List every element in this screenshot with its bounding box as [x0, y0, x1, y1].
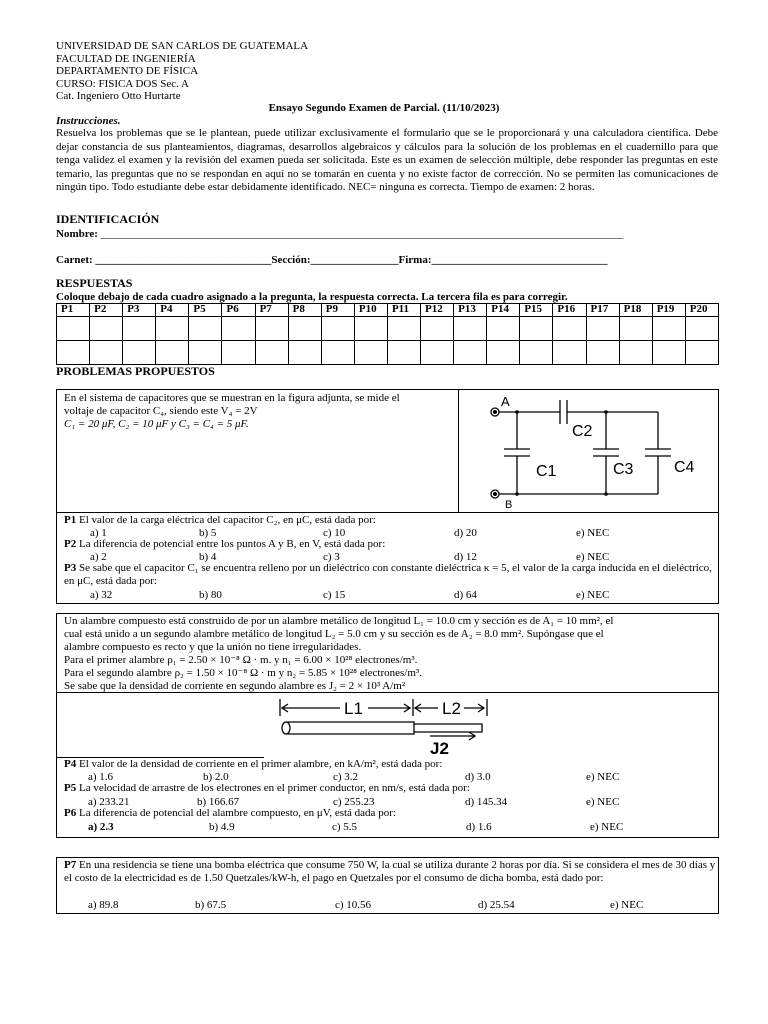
p6-options — [88, 821, 623, 834]
problem2-line4: Para el primer alambre ρ₁ = 2.50 × 10⁻⁸ Ω · m. y n₁ = 6.00 × 10²⁸ electrones/m³. — [64, 654, 418, 666]
correction-cell-p5[interactable] — [189, 340, 222, 364]
p7-option-c[interactable]: c) 10.56 — [335, 899, 372, 911]
signature-field[interactable]: ________________________________ — [431, 254, 608, 266]
problem2-line6: Se sabe que la densidad de corriente en segundo alambre es J₂ = 2 × 10³ A/m² — [64, 680, 406, 692]
p2-option-e[interactable]: e) NEC — [576, 551, 610, 563]
p7-option-a[interactable]: a) 89.8 — [88, 899, 119, 911]
p4-option-b[interactable]: b) 2.0 — [203, 771, 229, 783]
p3-options — [90, 589, 609, 602]
p7-option-e[interactable]: e) NEC — [610, 899, 644, 911]
problems-heading: PROBLEMAS PROPUESTOS — [56, 364, 215, 378]
p4-question — [64, 758, 714, 771]
answer-cell-p17[interactable] — [586, 316, 619, 340]
answer-cell-p5[interactable] — [189, 316, 222, 340]
p7-option-b[interactable]: b) 67.5 — [195, 899, 227, 911]
p7-options — [88, 899, 643, 912]
answer-header-p11: P11 — [387, 304, 420, 317]
identification-heading: IDENTIFICACIÓN — [56, 212, 160, 226]
p5-option-d[interactable]: d) 145.34 — [465, 796, 508, 808]
answer-header-p12: P12 — [421, 304, 454, 317]
answer-header-p18: P18 — [619, 304, 652, 317]
p1-option-a[interactable]: a) 1 — [90, 527, 107, 539]
correction-cell-p7[interactable] — [255, 340, 288, 364]
p1-question — [64, 514, 714, 527]
answer-header-p10: P10 — [354, 304, 387, 317]
p5-option-b[interactable]: b) 166.67 — [197, 796, 240, 808]
p4-text: El valor de la densidad de corriente en el primer alambre, en kA/m², está dada por: — [76, 758, 443, 770]
problem1-divider-v — [458, 389, 459, 513]
correction-cell-p2[interactable] — [90, 340, 123, 364]
problem1-statement — [64, 392, 454, 431]
exam-title: Ensayo Segundo Examen de Parcial. (11/10/2023) — [268, 102, 500, 114]
p4-option-d[interactable]: d) 3.0 — [465, 771, 491, 783]
answer-cell-p11[interactable] — [387, 316, 420, 340]
wire-2 — [414, 724, 482, 732]
answer-header-p16: P16 — [553, 304, 586, 317]
p3-option-c[interactable]: c) 15 — [323, 589, 346, 601]
answer-header-p6: P6 — [222, 304, 255, 317]
correction-cell-p1[interactable] — [57, 340, 90, 364]
correction-cell-p8[interactable] — [288, 340, 321, 364]
instructions-heading: Instrucciones. — [56, 115, 121, 127]
correction-cell-p4[interactable] — [156, 340, 189, 364]
p5-question — [64, 782, 714, 795]
answer-cell-p12[interactable] — [421, 316, 454, 340]
p2-text: La diferencia de potencial entre los puntos A y B, en V, está dada por: — [76, 538, 386, 550]
p2-option-a[interactable]: a) 2 — [90, 551, 107, 563]
correction-cell-p14[interactable] — [487, 340, 520, 364]
problem1-statement-line3: C₁ = 20 μF, C₂ = 10 μF y C₃ = C₄ = 5 μF. — [64, 418, 249, 430]
answer-header-p7: P7 — [255, 304, 288, 317]
p6-option-d[interactable]: d) 1.6 — [466, 821, 492, 833]
p6-option-c[interactable]: c) 5.5 — [332, 821, 358, 833]
p5-label: P5 — [64, 782, 77, 794]
answer-cell-p6[interactable] — [222, 316, 255, 340]
p3-option-d[interactable]: d) 64 — [454, 589, 477, 601]
problem2-statement — [64, 615, 716, 693]
name-row — [56, 228, 623, 241]
label-j2: J2 — [430, 739, 449, 756]
correction-cell-p20[interactable] — [685, 340, 718, 364]
p4-label: P4 — [64, 758, 77, 770]
p5-option-e[interactable]: e) NEC — [586, 796, 620, 808]
answer-header-p1: P1 — [57, 304, 90, 317]
answer-cell-p19[interactable] — [652, 316, 685, 340]
correction-cell-p12[interactable] — [421, 340, 454, 364]
p7-label: P7 — [64, 859, 77, 871]
header-block — [56, 40, 308, 103]
answers-heading: RESPUESTAS — [56, 276, 133, 290]
p1-option-d[interactable]: d) 20 — [454, 527, 477, 539]
p3-label: P3 — [64, 562, 77, 574]
label-c1: C1 — [536, 463, 557, 480]
university-name: UNIVERSIDAD DE SAN CARLOS DE GUATEMALA — [56, 40, 309, 52]
answer-header-p19: P19 — [652, 304, 685, 317]
problem1-divider-h — [56, 512, 719, 513]
correction-cell-p6[interactable] — [222, 340, 255, 364]
correction-cell-p17[interactable] — [586, 340, 619, 364]
answer-cell-p10[interactable] — [354, 316, 387, 340]
p3-text: Se sabe que el capacitor C₁ se encuentra relleno por un dieléctrico con constante dieléctrica κ = 5, el valor de la carga inducida en el dieléctrico, en μC, está dada por: — [64, 562, 712, 587]
section-field[interactable]: ________________ — [310, 254, 399, 266]
professor-name: Cat. Ingeniero Otto Hurtarte — [56, 90, 181, 102]
p3-question — [64, 562, 716, 588]
correction-cell-p11[interactable] — [387, 340, 420, 364]
p4-option-e[interactable]: e) NEC — [586, 771, 620, 783]
p7-question — [64, 859, 716, 885]
answer-header-p5: P5 — [189, 304, 222, 317]
p2-question — [64, 538, 714, 551]
answers-table — [56, 303, 719, 365]
answer-header-p8: P8 — [288, 304, 321, 317]
p2-option-c[interactable]: c) 3 — [323, 551, 340, 563]
label-l2: L2 — [442, 699, 461, 718]
answer-header-p15: P15 — [520, 304, 553, 317]
faculty-name: FACULTAD DE INGENIERÍA — [56, 52, 196, 65]
p1-option-b[interactable]: b) 5 — [199, 527, 217, 539]
answer-cell-p20[interactable] — [685, 316, 718, 340]
p1-label: P1 — [64, 514, 77, 526]
answer-header-p17: P17 — [586, 304, 619, 317]
correction-cell-p18[interactable] — [619, 340, 652, 364]
answers-instruction: Coloque debajo de cada cuadro asignado a la pregunta, la respuesta correcta. La tercera fila es para corregir. — [56, 291, 568, 303]
p6-option-b[interactable]: b) 4.9 — [209, 821, 235, 833]
answer-header-p2: P2 — [90, 304, 123, 317]
section-label: Sección: — [271, 254, 311, 266]
name-label: Nombre: — [56, 228, 98, 240]
problem1-statement-line2: voltaje de capacitor C₄, siendo este V₄ = 2V — [64, 405, 258, 417]
label-c4: C4 — [674, 459, 695, 476]
answer-cell-p9[interactable] — [321, 316, 354, 340]
instructions-body: Resuelva los problemas que se le plantean, puede utilizar exclusivamente el formulario que se le proporcionará y una calculadora científica. Debe dejar constancia de sus planteamientos, diagramas, desarrollos algebraicos y cálculos para la solución de los problemas en el cuadernillo para que tenga validez el examen y la revisión del examen pueda ser solicitada. Este es un examen de selección múltiple, debe responder las preguntas en este temario, las preguntas que no se respondan en aquí no se tomarán en cuenta y no existe factor de corrección. No se permiten las comunicaciones de ningún tipo. Todo estudiante debe estar debidamente identificado. NEC= ninguna es correcta. Tiempo de examen: 2 horas. — [56, 127, 718, 194]
p3-option-e[interactable]: e) NEC — [576, 589, 610, 601]
answer-cell-p14[interactable] — [487, 316, 520, 340]
answer-header-p20: P20 — [685, 304, 718, 317]
p6-label: P6 — [64, 807, 77, 819]
problem1-statement-line1: En el sistema de capacitores que se muestran en la figura adjunta, se mide el — [64, 392, 400, 404]
correction-cell-p3[interactable] — [123, 340, 156, 364]
answer-cell-p8[interactable] — [288, 316, 321, 340]
answer-cell-p1[interactable] — [57, 316, 90, 340]
p7-option-d[interactable]: d) 25.54 — [478, 899, 515, 911]
answer-cell-p3[interactable] — [123, 316, 156, 340]
p3-option-b[interactable]: b) 80 — [199, 589, 222, 601]
p1-text: El valor de la carga eléctrica del capacitor C₂, en μC, está dada por: — [76, 514, 376, 526]
p6-text: La diferencia de potencial del alambre compuesto, en μV, está dada por: — [76, 807, 396, 819]
problem2-line5: Para el segundo alambre ρ₂ = 1.50 × 10⁻⁸ Ω · m y n₂ = 5.85 × 10²⁸ electrones/m³. — [64, 667, 422, 679]
carnet-row — [56, 254, 608, 267]
p6-option-e[interactable]: e) NEC — [590, 821, 624, 833]
correction-cell-p19[interactable] — [652, 340, 685, 364]
answer-cell-p7[interactable] — [255, 316, 288, 340]
answer-header-p14: P14 — [487, 304, 520, 317]
answer-header-p3: P3 — [123, 304, 156, 317]
wire-diagram — [270, 694, 500, 756]
answer-cell-p18[interactable] — [619, 316, 652, 340]
answer-header-p9: P9 — [321, 304, 354, 317]
answer-cell-p13[interactable] — [454, 316, 487, 340]
carnet-label: Carnet: — [56, 254, 93, 266]
p2-option-d[interactable]: d) 12 — [454, 551, 477, 563]
course-name: CURSO: FISICA DOS Sec. A — [56, 77, 189, 90]
correction-cell-p13[interactable] — [454, 340, 487, 364]
problem2-line2: cual está unido a un segundo alambre metálico de longitud L₂ = 5.0 cm y su sección es de A₂ = 8.0 mm². Supóngase que el — [64, 628, 604, 640]
p5-option-c[interactable]: c) 255.23 — [333, 796, 375, 808]
answer-header-p13: P13 — [454, 304, 487, 317]
label-c3: C3 — [613, 461, 634, 478]
answer-cell-p4[interactable] — [156, 316, 189, 340]
answer-cell-p15[interactable] — [520, 316, 553, 340]
correction-cell-p10[interactable] — [354, 340, 387, 364]
correction-cell-p15[interactable] — [520, 340, 553, 364]
signature-label: Firma: — [398, 254, 432, 266]
name-field[interactable]: _______________________________________________________________________________________________ — [100, 228, 624, 240]
carnet-field[interactable]: ________________________________ — [95, 254, 272, 266]
p6-question — [64, 807, 714, 820]
p6-option-a[interactable]: a) 2.3 — [88, 821, 114, 833]
p5-text: La velocidad de arrastre de los electrones en el primer conductor, en nm/s, está dada por: — [76, 782, 470, 794]
answer-header-p4: P4 — [156, 304, 189, 317]
p5-option-a[interactable]: a) 233.21 — [88, 796, 130, 808]
p1-option-e[interactable]: e) NEC — [576, 527, 610, 539]
correction-cell-p16[interactable] — [553, 340, 586, 364]
p2-label: P2 — [64, 538, 77, 550]
p4-option-c[interactable]: c) 3.2 — [333, 771, 359, 783]
wire-1 — [286, 722, 414, 734]
answer-cell-p2[interactable] — [90, 316, 123, 340]
capacitor-diagram — [470, 392, 715, 510]
label-b: B — [505, 499, 513, 510]
p2-option-b[interactable]: b) 4 — [199, 551, 217, 563]
correction-cell-p9[interactable] — [321, 340, 354, 364]
p7-text: En una residencia se tiene una bomba eléctrica que consume 750 W, la cual se utiliza durante 2 horas por día. Si se considera el mes de 30 días y el costo de la electricidad es de 1.50 Quetzales/kW-h, el pago en Quetzales por el consumo de dicha bomba, está dado por: — [64, 859, 716, 884]
p1-option-c[interactable]: c) 10 — [323, 527, 346, 539]
problem2-line1: Un alambre compuesto está construido de por un alambre metálico de longitud L₁ = 10.0 cm y sección es de A₁ = 10 mm², el — [64, 615, 614, 627]
problem2-line3: alambre compuesto es recto y que la unión no tiene irregularidades. — [64, 641, 362, 653]
p3-option-a[interactable]: a) 32 — [90, 589, 113, 601]
label-a: A — [501, 394, 510, 409]
department-name: DEPARTAMENTO DE FÍSICA — [56, 65, 199, 77]
label-c2: C2 — [572, 423, 593, 440]
label-l1: L1 — [344, 699, 363, 718]
answer-cell-p16[interactable] — [553, 316, 586, 340]
p4-option-a[interactable]: a) 1.6 — [88, 771, 114, 783]
